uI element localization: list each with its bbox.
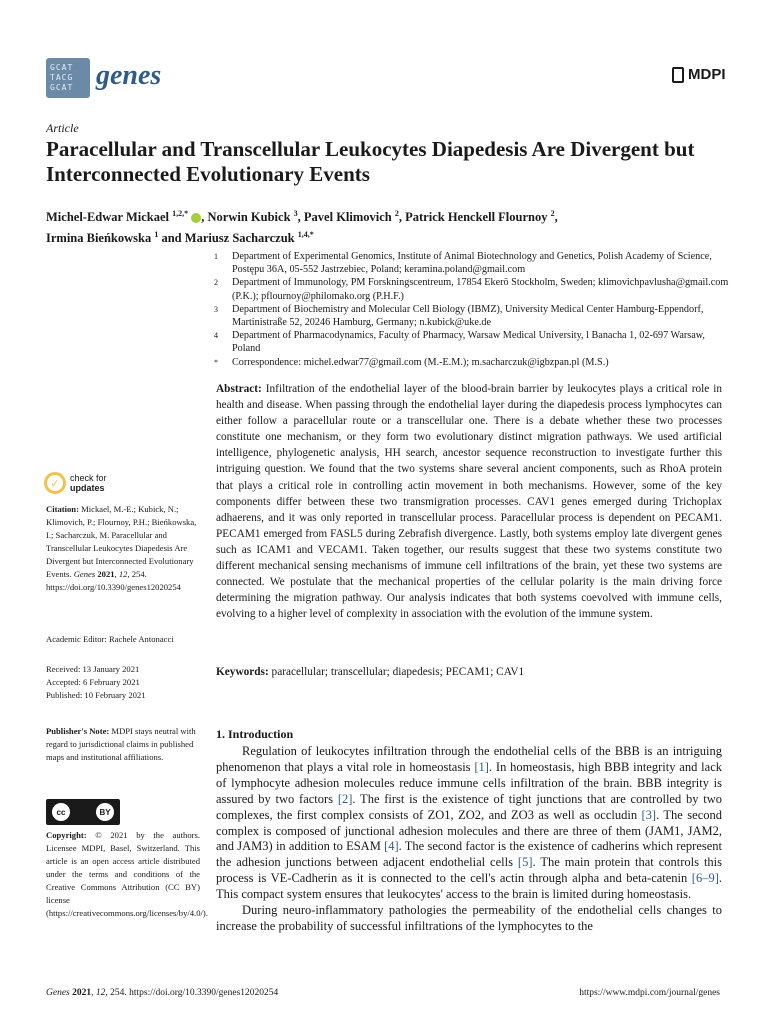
affiliation-text: Department of Biochemistry and Molecular Cell Biology (IBMZ), University Medical Center Hamburg-Eppendorf, Martinistraße 52, 20246 Hamburg, Germany; n.kubick@uke.de bbox=[232, 303, 704, 329]
footer-journal: Genes bbox=[46, 988, 70, 998]
cc-icon: cc bbox=[52, 803, 70, 821]
check-updates-line2: updates bbox=[70, 483, 105, 493]
author-name: Mariusz Sacharczuk bbox=[184, 231, 295, 246]
author-line: Michel-Edwar Mickael $^{1,2,*}$ , Norwin Kubick $^3$, Pavel Klimovich $^2$, Patrick Henckell Flournoy $^2$, bbox=[46, 209, 558, 225]
dates-block bbox=[46, 663, 200, 702]
author-sup: 1,2,* bbox=[172, 209, 189, 218]
abstract-text: Infiltration of the endothelial layer of the blood-brain barrier by leukocytes plays a critical role in health and disease. When passing through the endothelial layer during the diapedesis process lymphocytes can either follow a paracellular route or a transcellular one. There is a debate whether these two processes constitute one mechanism, or they form two evolutionary distinct migration pathways. We used artificial intelligence, phylogenetic analysis, HH search, ancestor sequence reconstruction to investigate further this intriguing question. We found that the two systems share several ancient components, such as RhoA protein that plays a critical role in controlling actin movement in both mechanisms. However, some of the key components differ between these two transmigration processes. CAV1 genes emerged during Trichoplax adhaerens, and it was only reported in transcellular process. Paracellular process is dependent on PECAM1. PECAM1 emerged from FASL5 during Zebrafish divergence. Lastly, both systems employ late divergent genes such as ICAM1 and VECAM1. Taken together, our results suggest that these two systems constitute two different mechanical sensing mechanisms of immune cell infiltrations of the brain, yet these two systems are connected. We postulate that the mechanical properties of the cellular polarity is the main driving force determining the migration pathway. Our analysis indicates that both systems coevolved with immune cells, evolving to a higher level of complexity in association with the evolution of the immune system. bbox=[216, 383, 722, 621]
affiliations bbox=[214, 250, 734, 369]
check-for-updates-button[interactable] bbox=[44, 472, 107, 494]
author-list bbox=[46, 205, 726, 247]
author-name: Michel-Edwar Mickael bbox=[46, 210, 170, 225]
citation-journal: Genes bbox=[73, 569, 96, 579]
paragraph-text: . This compact system ensures that leukocytes' access to the brain is limited during homeostasis. bbox=[216, 871, 722, 902]
citation-year: 2021 bbox=[97, 569, 115, 579]
author-sup: 1,4,* bbox=[297, 230, 314, 240]
keywords bbox=[216, 666, 722, 678]
by-icon: BY bbox=[96, 803, 114, 821]
copyright-block bbox=[46, 829, 208, 920]
citation-link[interactable]: [1] bbox=[474, 759, 489, 774]
introduction-body bbox=[216, 744, 722, 935]
paragraph-text: . The second complex is composed of junctional adhesion molecules and there are three of them (JAM1, JAM2, and JAM3) in addition to ESAM bbox=[216, 807, 723, 854]
copyright-text: © 2021 by the authors. Licensee MDPI, Basel, Switzerland. This article is an open access article distributed under the terms and conditions of the Creative Commons Attribution (CC BY) license (https://creativecommons.org/licenses/by/4.0/). bbox=[46, 830, 208, 918]
affiliation-item bbox=[214, 276, 734, 302]
logo-line: GCAT bbox=[50, 83, 74, 92]
check-updates-label bbox=[70, 473, 107, 493]
citation-link[interactable]: [6–9] bbox=[691, 871, 719, 886]
footer-citation: Genes 2021, 12, 254. https://doi.org/10.3390/genes12020254 bbox=[46, 988, 279, 998]
author-sup: 1 bbox=[154, 230, 159, 240]
section-heading: 1. Introduction bbox=[216, 727, 294, 741]
citation-link[interactable]: [2] bbox=[337, 791, 353, 806]
author-name: Patrick Henckell Flournoy bbox=[405, 210, 548, 225]
affiliation-item bbox=[214, 250, 734, 276]
publisher-logo bbox=[672, 66, 726, 83]
accepted-date: Accepted: 6 February 2021 bbox=[46, 677, 140, 687]
footer-journal-url[interactable]: https://www.mdpi.com/journal/genes bbox=[579, 988, 720, 998]
page-title: Paracellular and Transcellular Leukocytes Diapedesis Are Divergent but Interconnected Evolutionary Events bbox=[46, 137, 695, 186]
copyright-label: Copyright: bbox=[46, 830, 87, 840]
affiliation-item bbox=[214, 356, 734, 369]
affiliation-number: 1 bbox=[214, 252, 218, 261]
keywords-label: Keywords: bbox=[216, 666, 269, 678]
footer-year: 2021 bbox=[72, 988, 92, 998]
academic-editor: Academic Editor: Rachele Antonacci bbox=[46, 634, 174, 644]
citation-block: Citation: Mickael, M.-E.; Kubick, N.; Klimovich, P.; Flournoy, P.H.; Bieńkowska, I.; Sacharczuk, M. Paracellular and Transcellular Leukocytes Diapedesis Are Divergent but Interconnected Evolutionary Events. Genes 2021, 12, 254. https://doi.org/10.3390/genes12020254 bbox=[46, 504, 197, 592]
journal-logo bbox=[46, 58, 90, 98]
affiliation-text: Department of Pharmacodynamics, Faculty of Pharmacy, Warsaw Medical University, l Banacha 1, 02-697 Warsaw, Poland bbox=[232, 330, 705, 355]
keywords-text: paracellular; transcellular; diapedesis; PECAM1; CAV1 bbox=[271, 666, 525, 678]
affiliation-number: 2 bbox=[214, 278, 218, 288]
mdpi-icon bbox=[672, 67, 684, 83]
author-name: Irmina Bieńkowska bbox=[46, 231, 152, 246]
paragraph-text: . The second factor is the existence of cadherins which represent the adhesion junctions between adjacent endothelial cells bbox=[216, 839, 723, 870]
paragraph-text: . In homeostasis, high BBB integrity and lack of lymphocyte adhesion molecules reduce immune cells infiltration of the brain. BBB integrity is assured by two factors bbox=[216, 759, 722, 806]
publishers-note-text: MDPI stays neutral with regard to jurisdictional claims in published maps and institutional affiliations. bbox=[46, 726, 196, 762]
citation-link[interactable]: [5] bbox=[517, 855, 533, 870]
check-updates-line1: check for bbox=[70, 473, 107, 483]
received-date: Received: 13 January 2021 bbox=[46, 664, 140, 674]
cc-license-badge[interactable] bbox=[46, 799, 120, 825]
article-type: Article bbox=[46, 121, 79, 135]
abstract bbox=[216, 381, 722, 622]
citation-doi[interactable]: 254. https://doi.org/10.3390/genes12020254 bbox=[46, 569, 181, 592]
author-name: Norwin Kubick bbox=[207, 210, 291, 225]
body-paragraph bbox=[216, 903, 722, 935]
logo-line: GCAT bbox=[50, 63, 74, 72]
orcid-icon[interactable] bbox=[191, 213, 201, 223]
affiliation-text: Correspondence: michel.edwar77@gmail.com (M.-E.M.); m.sacharczuk@igbzpan.pl (M.S.) bbox=[232, 356, 609, 368]
citation-label: Citation: bbox=[46, 504, 79, 514]
publisher-name: MDPI bbox=[688, 66, 726, 83]
journal-name: genes bbox=[96, 60, 162, 91]
affiliation-text: Department of Immunology, PM Forskningscentreum, 17854 Ekerö Stockholm, Sweden; klimovichpavlusha@gmail.com (P.K.); pflournoy@philomako.org (P.H.F.) bbox=[232, 277, 729, 302]
author-sup: 2 bbox=[394, 209, 399, 218]
abstract-label: Abstract: bbox=[216, 383, 262, 395]
check-updates-icon: ✓ bbox=[44, 472, 66, 494]
affiliation-item bbox=[214, 303, 734, 329]
publishers-note bbox=[46, 725, 200, 764]
affiliation-text: Department of Experimental Genomics, Institute of Animal Biotechnology and Genetics, Polish Academy of Science, Postępu 36A, 05-552 Jastrzebiec, Poland; keramina.poland@gmail.com bbox=[232, 251, 712, 276]
paragraph-text: Regulation of leukocytes infiltration through the endothelial cells of the BBB is an intriguing phenomenon that plays a vital role in homeostasis bbox=[216, 744, 722, 774]
logo-line: TACG bbox=[50, 73, 74, 82]
footer-volume: 12 bbox=[95, 988, 106, 998]
paragraph-text: . The main protein that controls this process is VE-Cadherin as it is connected to the cell's actin through alpha and beta-catenin bbox=[216, 855, 723, 886]
author-name: Pavel Klimovich bbox=[303, 210, 392, 225]
author-line: Irmina Bieńkowska $^1$ and Mariusz Sacharczuk $^{1,4,*}$ bbox=[46, 230, 314, 246]
author-sup: 3 bbox=[293, 209, 298, 218]
published-date: Published: 10 February 2021 bbox=[46, 690, 146, 700]
paragraph-text: . The first is the existence of tight junctions that are controlled by two complexes, the first complex consists of ZO1, ZO2, and ZO3 as well as occludin bbox=[216, 791, 722, 822]
footer-doi: , 254. https://doi.org/10.3390/genes12020254 bbox=[105, 988, 279, 998]
citation-volume: 12 bbox=[118, 569, 128, 579]
affiliation-number: 3 bbox=[214, 304, 218, 314]
affiliation-item bbox=[214, 329, 734, 355]
affiliation-number: 4 bbox=[214, 331, 218, 341]
affiliation-number: * bbox=[214, 357, 218, 367]
paragraph-text: During neuro-inflammatory pathologies the permeability of the endothelial cells changes to increase the probability of successful infiltrations of the lymphocytes to the bbox=[216, 903, 722, 933]
citation-link[interactable]: [3] bbox=[641, 807, 657, 822]
publishers-note-label: Publisher's Note: bbox=[46, 726, 110, 736]
citation-text: Mickael, M.-E.; Kubick, N.; Klimovich, P.; Flournoy, P.H.; Bieńkowska, I.; Sacharczuk, M. Paracellular and Transcellular Leukocytes Diapedesis Are Divergent but Interconnected Evolutionary Events. bbox=[46, 504, 197, 579]
author-sup: 2 bbox=[550, 209, 555, 218]
body-paragraph bbox=[216, 744, 722, 903]
citation-link[interactable]: [4] bbox=[384, 839, 399, 854]
